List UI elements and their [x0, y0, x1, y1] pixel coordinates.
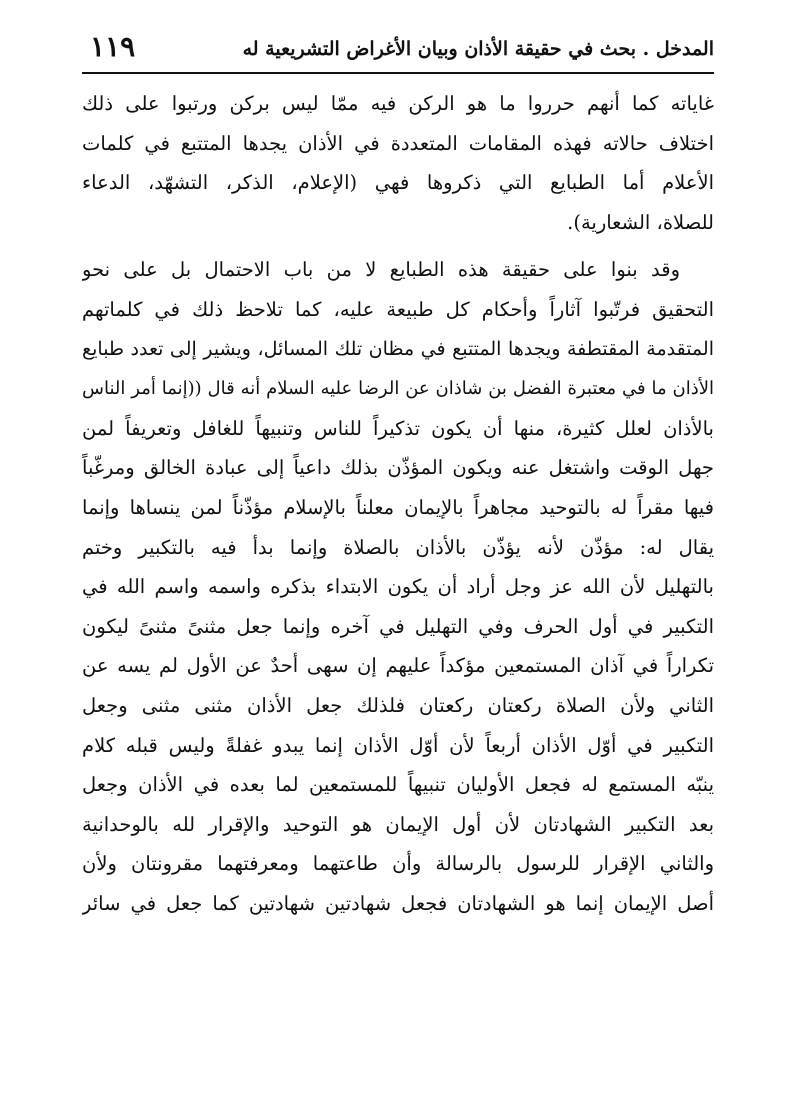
text-line: وقد بنوا على حقيقة هذه الطبايع لا من باب الاحتمال بل على نحو: [82, 258, 680, 282]
text-line: ينبّه المستمع له فجعل الأوليان تنبيهاً للمستمعين لما بعده في الأذان وجعل: [82, 773, 714, 797]
text-line: الثاني ولأن الصلاة ركعتان ركعتان فلذلك جعل الأذان مثنى مثنى وجعل: [82, 693, 714, 717]
text-line: بعد التكبير الشهادتان لأن أول الإيمان هو التوحيد والإقرار لله بالوحدانية: [82, 812, 714, 836]
text-line: غاياته كما أنهم حرروا ما هو الركن فيه ممّا ليس بركن ورتبوا على ذلك: [82, 92, 714, 115]
text-line: جهل الوقت واشتغل عنه ويكون المؤذّن بذلك داعياً إلى عبادة الخالق ومرغّباً: [82, 456, 714, 480]
text-line: فيها مقراً له بالتوحيد مجاهراً بالإيمان معلناً بالإسلام مؤذّناً لمن ينساها وإنما: [82, 495, 714, 519]
text-line: والثاني الإقرار للرسول بالرسالة وأن طاعتهما ومعرفتهما مقرونتان ولأن: [82, 852, 714, 876]
text-line: بالتهليل لأن الله عز وجل أراد أن يكون الابتداء بذكره واسمه واسم الله في: [82, 575, 714, 599]
text-line: المتقدمة المقتطفة ويجدها المتتبع في مظان تلك المسائل، ويشير إلى تعدد طبايع: [82, 337, 714, 360]
text-line: بالأذان لعلل كثيرة، منها أن يكون تذكيراً للناس وتنبيهاً للغافل وتعريفاً لمن: [82, 416, 714, 440]
text-line: التكبير في أوّل الأذان أربعاً لأن أوّل الأذان إنما يبدو غفلةً وليس قبله كلام: [82, 733, 714, 757]
header-divider: [82, 72, 714, 74]
text-line: تكراراً في آذان المستمعين مؤكداً عليهم إن سهى أحدٌ عن الأول لم يسه عن: [82, 654, 714, 678]
page-number: ١١٩: [90, 30, 136, 63]
paragraph-gap: [82, 242, 714, 250]
text-line: الأذان ما في معتبرة الفضل بن شاذان عن الرضا عليه السلام أنه قال ((إنما أمر الناس: [82, 378, 714, 400]
running-header: [82, 28, 714, 72]
text-line: للصلاة، الشعارية).: [567, 210, 714, 234]
text-line: التكبير في أول الحرف وفي التهليل في آخره وإنما جعل مثنىً مثنىً ليكون: [82, 614, 714, 638]
header-title: المدخل . بحث في حقيقة الأذان وبيان الأغراض التشريعية له: [242, 38, 714, 60]
text-line: أصل الإيمان إنما هو الشهادتان فجعل شهادتين شهادتين كما جعل في سائر: [82, 891, 714, 915]
text-line: التحقيق فرتّبوا آثاراً وأحكام كل طبيعة عليه، كما تلاحظ ذلك في كلماتهم: [82, 297, 714, 321]
text-line: اختلاف حالاته فهذه المقامات المتعددة في الأذان يجدها المتتبع في كلمات: [82, 131, 714, 155]
text-line: يقال له: مؤذّن لأنه يؤذّن بالأذان بالصلاة وإنما بدأ فيه بالتكبير وختم: [82, 535, 714, 559]
body-text: [82, 84, 714, 923]
text-line: الأعلام أما الطبايع التي ذكروها فهي (الإعلام، الذكر، التشهّد، الدعاء: [82, 171, 714, 195]
